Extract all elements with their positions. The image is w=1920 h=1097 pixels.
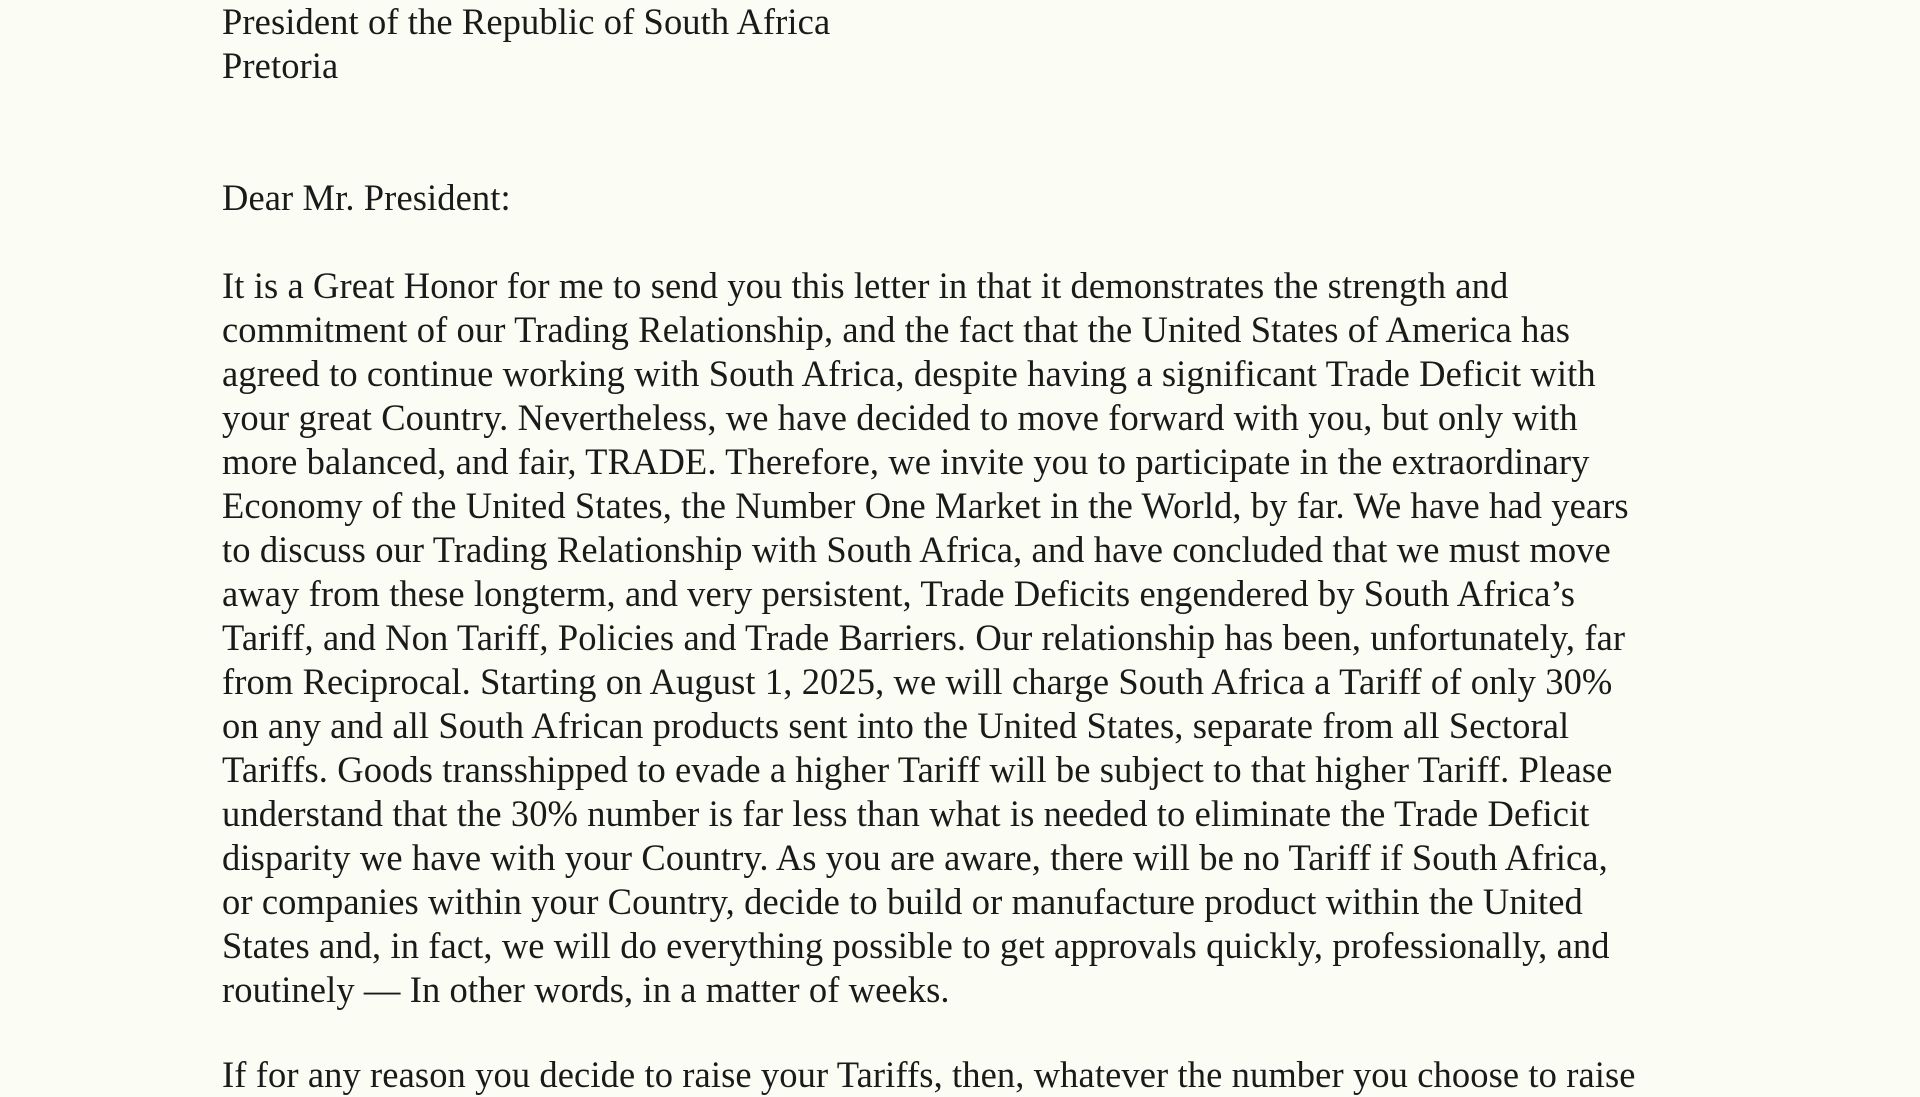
paragraph-line: routinely — In other words, in a matter of weeks.: [222, 969, 950, 1010]
paragraph-line: States and, in fact, we will do everything possible to get approvals quickly, professionally, and: [222, 925, 1610, 966]
paragraph-line: It is a Great Honor for me to send you this letter in that it demonstrates the strength and: [222, 265, 1509, 306]
paragraph-line: away from these longterm, and very persistent, Trade Deficits engendered by South Africa’s: [222, 573, 1576, 614]
paragraph-line: Tariff, and Non Tariff, Policies and Trade Barriers. Our relationship has been, unfortunately, far: [222, 617, 1626, 658]
paragraph-line: commitment of our Trading Relationship, and the fact that the United States of America has: [222, 309, 1571, 350]
paragraph-line: agreed to continue working with South Africa, despite having a significant Trade Deficit with: [222, 353, 1596, 394]
paragraph-line: on any and all South African products sent into the United States, separate from all Sectoral: [222, 705, 1570, 746]
paragraph-line: more balanced, and fair, TRADE. Therefore, we invite you to participate in the extraordinary: [222, 441, 1590, 482]
paragraph-line: your great Country. Nevertheless, we have decided to move forward with you, but only with: [222, 397, 1578, 438]
salutation: Dear Mr. President:: [222, 177, 511, 218]
paragraph-line: If for any reason you decide to raise your Tariffs, then, whatever the number you choose to raise: [222, 1054, 1636, 1095]
paragraph-line: understand that the 30% number is far less than what is needed to eliminate the Trade Deficit: [222, 793, 1590, 834]
paragraph-line: from Reciprocal. Starting on August 1, 2025, we will charge South Africa a Tariff of only 30%: [222, 661, 1613, 702]
paragraph-line: Economy of the United States, the Number One Market in the World, by far. We have had years: [222, 485, 1629, 526]
recipient-city: Pretoria: [222, 45, 339, 86]
paragraph-line: or companies within your Country, decide to build or manufacture product within the United: [222, 881, 1583, 922]
recipient-title: President of the Republic of South Africa: [222, 1, 831, 42]
paragraph-line: Tariffs. Goods transshipped to evade a higher Tariff will be subject to that higher Tariff. Please: [222, 749, 1613, 790]
paragraph-line: to discuss our Trading Relationship with South Africa, and have concluded that we must move: [222, 529, 1611, 570]
paragraph-line: disparity we have with your Country. As you are aware, there will be no Tariff if South Africa,: [222, 837, 1608, 878]
